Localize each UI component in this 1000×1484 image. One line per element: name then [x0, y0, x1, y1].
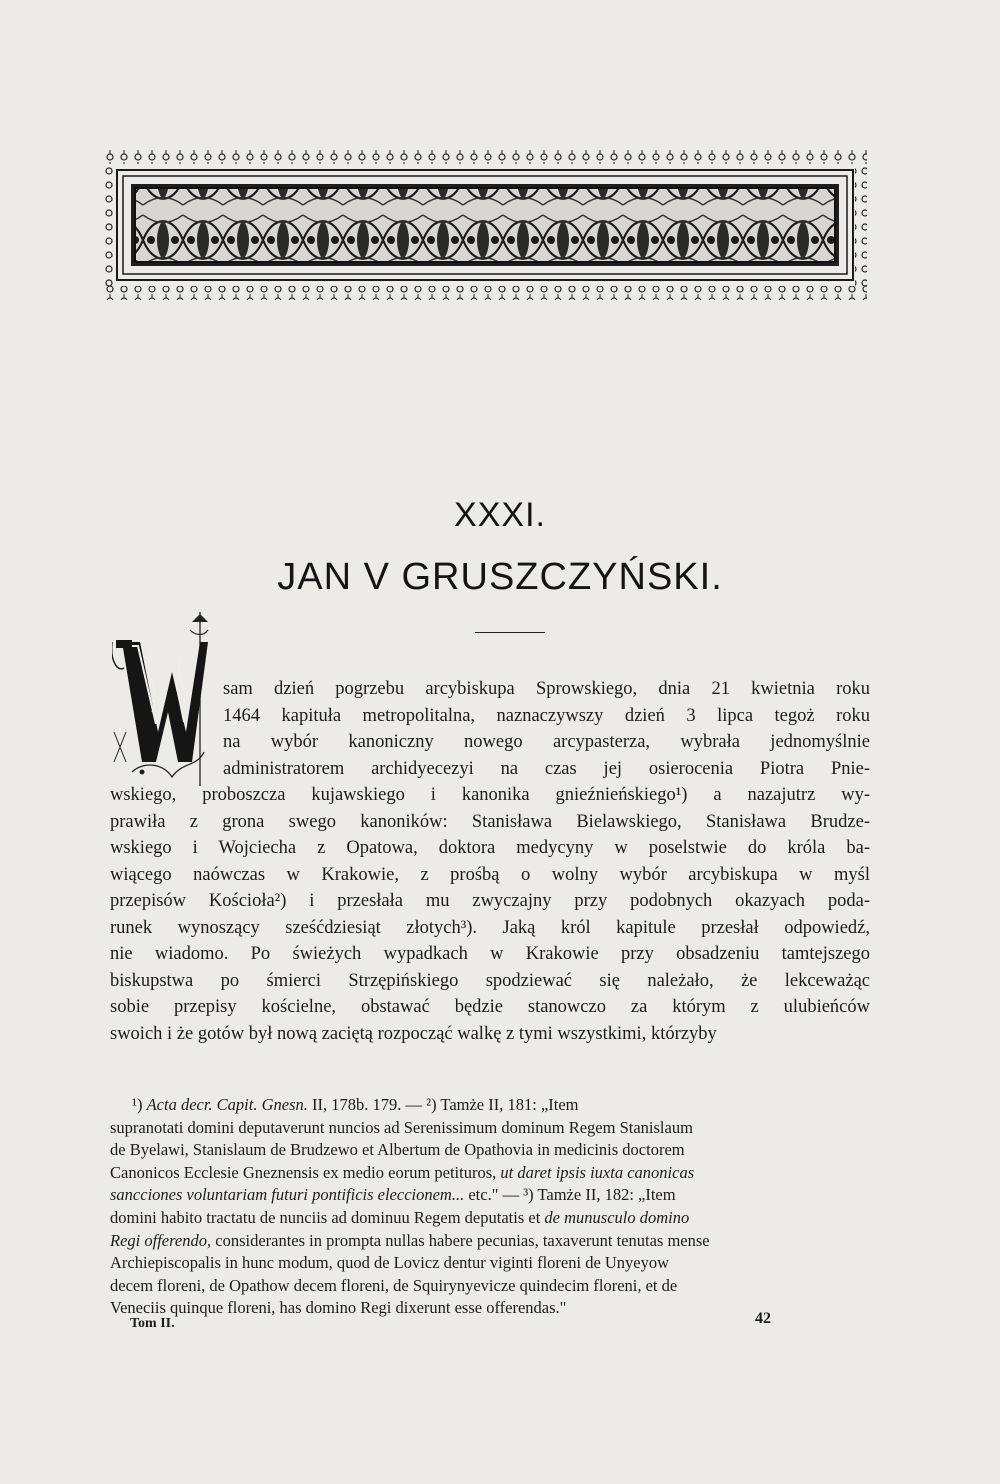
body-line: prawiła z grona swego kanoników: Stanisława Bielawskiego, Stanisława Brudze- — [110, 811, 870, 832]
footnote-line — [110, 1094, 875, 1117]
footnote-line: supranotati domini deputaverunt nuncios ad Serenissimum dominum Regem Stanislaum — [110, 1117, 693, 1137]
footnote-italic-quote: ut daret ipsis iuxta canonicas — [500, 1162, 695, 1182]
footnotes — [110, 1094, 875, 1320]
body-line: na wybór kanoniczny nowego arcypasterza, wybrała jednomyślnie — [223, 732, 870, 752]
footnote-marker: ¹) — [132, 1095, 147, 1114]
footnote-line — [110, 1184, 875, 1207]
footnote-text: etc." — ³) Tamże II, 182: „Item — [464, 1185, 676, 1205]
footnote-text: domini habito tractatu de nunciis ad dominuu Regem deputatis et — [110, 1207, 545, 1227]
footnote-line — [110, 1162, 875, 1185]
footnote-line: Archiepiscopalis in hunc modum, quod de Lovicz dentur viginti floreni de Unyeyow — [110, 1253, 670, 1273]
body-line: runek wynoszący sześćdziesiąt złotych³). Jaką król kapitule przesłał odpowiedź, — [110, 917, 870, 938]
sheet-number: 42 — [755, 1310, 771, 1327]
body-line: 1464 kapituła metropolitalna, naznaczywszy dzień 3 lipca tegoż roku — [223, 705, 870, 726]
footnote-line: Veneciis quinque floreni, has domino Regi dixerunt esse offerendas." — [110, 1298, 567, 1318]
footnote-line: decem floreni, de Opathow decem floreni, de Squirynyevicze quindecim floreni, et de — [110, 1275, 678, 1295]
body-line: swoich i że gotów był nową zaciętą rozpocząć walkę z tymi wszystkimi, którzyby — [110, 1023, 717, 1044]
footnote-line — [110, 1230, 875, 1253]
footnote-italic-quote: Regi offerendo, — [110, 1230, 212, 1250]
chapter-number: XXXI. — [454, 496, 546, 534]
body-line: sobie przepisy kościelne, obstawać będzie stanowczo za którym z ulubieńców — [110, 997, 870, 1017]
body-line: wiącego naówczas w Krakowie, z prośbą o wolny wybór arcybiskupa w myśl — [110, 864, 870, 885]
footnote-italic-quote: sancciones voluntariam futuri pontificis eleccionem... — [110, 1185, 465, 1205]
footnote-text: II, 178b. 179. — ²) Tamże II, 181: „Item — [307, 1095, 579, 1114]
body-line: wskiego i Wojciecha z Opatowa, doktora medycyny w poselstwie do króla ba- — [110, 838, 870, 858]
body-line: wskiego, proboszcza kujawskiego i kanonika gnieźnieńskiego¹) a nazajutrz wy- — [110, 785, 870, 805]
footnote-line: de Byelawi, Stanislaum de Brudzewo et Albertum de Opathovia in medicinis doctorem — [110, 1140, 685, 1160]
body-line: nie wiadomo. Po świeżych wypadkach w Krakowie przy obsadzeniu tamtejszego — [110, 944, 870, 964]
body-line: administratorem archidyecezyi na czas jej osierocenia Piotra Pnie- — [223, 758, 870, 779]
footnote-text: Canonicos Ecclesie Gneznensis ex medio eorum petituros, — [110, 1162, 501, 1182]
title-divider — [475, 632, 545, 633]
footnote-line — [110, 1207, 875, 1230]
footnote-text: considerantes in prompta nullas habere pecunias, taxaverunt tenutas mense — [211, 1230, 710, 1250]
volume-signature: Tom II. — [130, 1316, 175, 1331]
body-line: sam dzień pogrzebu arcybiskupa Sprowskiego, dnia 21 kwietnia roku — [223, 679, 870, 699]
footnote-source-title: Acta decr. Capit. Gnesn. — [146, 1095, 308, 1114]
footnote-italic-quote: de munusculo domino — [544, 1207, 690, 1227]
header-ornament-border — [103, 150, 867, 300]
body-line: przepisów Kościoła²) i przesłała mu zwyczajny przy podobnych okazyach poda- — [110, 891, 870, 911]
chapter-title: JAN V GRUSZCZYŃSKI. — [277, 556, 723, 598]
body-line: biskupstwa po śmierci Strzępińskiego spodziewać się należało, że lekceważąc — [110, 970, 870, 991]
body-paragraph — [110, 676, 870, 1047]
